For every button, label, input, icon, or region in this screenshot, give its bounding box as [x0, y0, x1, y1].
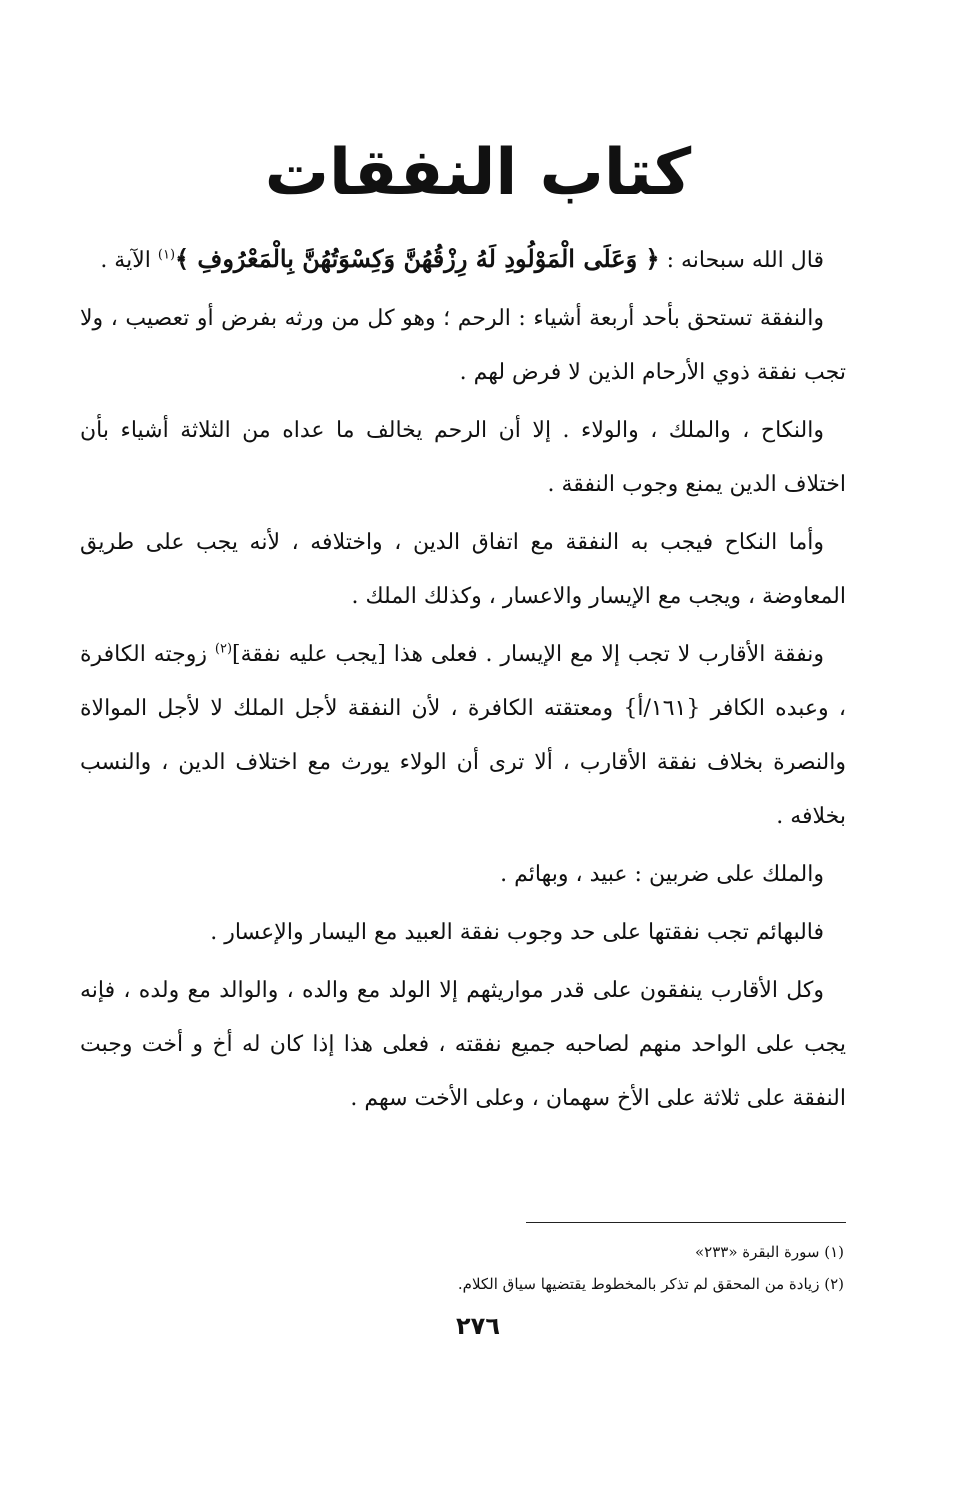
footnote-1: (١) سورة البقرة «٢٣٣»	[694, 1243, 844, 1261]
footnotes	[144, 1236, 844, 1300]
paragraph-1	[80, 232, 846, 288]
page-title: كتاب النفقات	[264, 136, 692, 210]
footnote-ref-1: (١)	[157, 247, 176, 263]
main-text	[80, 232, 846, 1126]
paragraph-1-intro: قال الله سبحانه :	[659, 248, 824, 273]
paragraph-5-start: ونفقة الأقارب لا تجب إلا مع الإيسار . فعلى هذا [يجب عليه نفقة]	[232, 642, 824, 667]
paragraph-5-rest: زوجته الكافرة ، وعبده الكافر {١٦١/أ} ومعتقته الكافرة ، لأن النفقة لأجل الملك لا لأجل الموالاة والنصرة بخلاف نفقة الأقارب ، ألا ترى أن الولاء يورث مع اختلاف الدين ، والنسب بخلافه .	[80, 642, 846, 829]
page-number: ٢٧٦	[456, 1312, 500, 1340]
quran-verse: ﴿ وَعَلَى الْمَوْلُودِ لَهُ رِزْقُهُنَّ وَكِسْوَتُهُنَّ بِالْمَعْرُوفِ ﴾	[175, 244, 660, 273]
paragraph-4: وأما النكاح فيجب به النفقة مع اتفاق الدين ، واختلافه ، لأنه يجب على طريق المعاوضة ، ويجب مع الإيسار والاعسار ، وكذلك الملك .	[80, 530, 846, 609]
paragraph-8: وكل الأقارب ينفقون على قدر مواريثهم إلا الولد مع والده ، والوالد مع ولده ، فإنه يجب على الواحد منهم لصاحبه جميع نفقته ، فعلى هذا إذا كان له أخ و أخت وجبت النفقة على ثلاثة على الأخ سهمان ، وعلى الأخت سهم .	[80, 978, 846, 1111]
paragraph-5	[80, 628, 846, 844]
paragraph-3: والنكاح ، والملك ، والولاء . إلا أن الرحم يخالف ما عداه من الثلاثة أشياء بأن اختلاف الدين يمنع وجوب النفقة .	[80, 418, 846, 497]
paragraph-7: فالبهائم تجب نفقتها على حد وجوب نفقة العبيد مع اليسار والإعسار .	[210, 920, 824, 945]
paragraph-1-end: الآية .	[100, 248, 158, 273]
paragraph-2: والنفقة تستحق بأحد أربعة أشياء : الرحم ؛ وهو كل من ورثه بفرض أو تعصيب ، ولا تجب نفقة ذوي الأرحام الذين لا فرض لهم .	[80, 306, 846, 385]
paragraph-6: والملك على ضربين : عبيد ، وبهائم .	[500, 862, 824, 887]
footnote-divider	[526, 1222, 846, 1223]
footnote-2: (٢) زيادة من المحقق لم تذكر بالمخطوط يقتضيها سياق الكلام.	[457, 1275, 844, 1293]
footnote-ref-2: (٢)	[214, 641, 233, 657]
